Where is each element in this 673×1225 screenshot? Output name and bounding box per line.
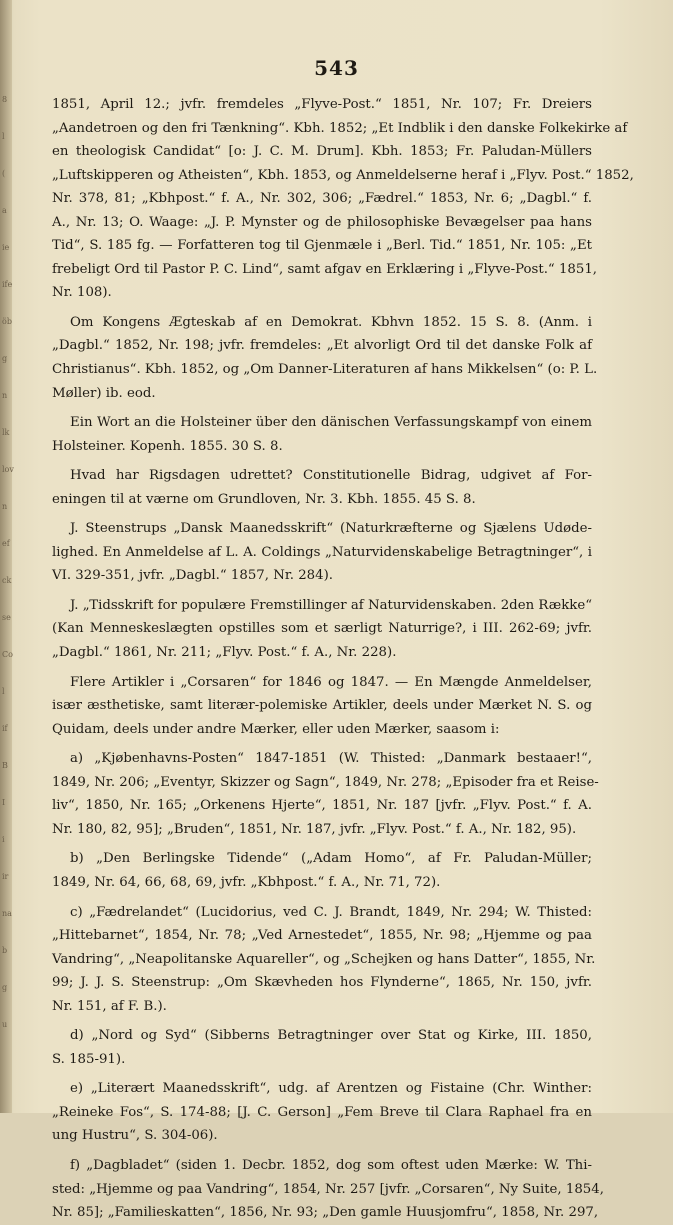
text-line: Nr. 85]; „Familieskatten“, 1856, Nr. 93; „Den gamle Huusjomfru“, 1858, Nr. 297, [52, 1205, 599, 1221]
text-line: VI. 329-351, jvfr. „Dagbl.“ 1857, Nr. 284). [52, 568, 333, 584]
text-line: A., Nr. 13; O. Waage: „J. P. Mynster og de philosophiske Bevægelser paa hans [52, 214, 592, 230]
text-line: Vandring“, „Neapolitanske Aquareller“, og „Schejken og hans Datter“, 1855, Nr. [52, 951, 596, 967]
text-line: Om Kongens Ægteskab af en Demokrat. Kbhvn 1852. 15 S. 8. (Anm. i [70, 314, 592, 330]
text-line: Nr. 180, 82, 95]; „Bruden“, 1851, Nr. 187, jvfr. „Flyv. Post.“ f. A., Nr. 182, 95). [52, 821, 577, 837]
margin-fragment: l [2, 132, 5, 141]
text-line: „Hittebarnet“, 1854, Nr. 78; „Ved Arnestedet“, 1855, Nr. 98; „Hjemme og paa [52, 928, 592, 944]
text-line: „Reineke Fos“, S. 174-88; [J. C. Gerson] „Fem Breve til Clara Raphael fra en [52, 1104, 592, 1120]
margin-fragment: ( [2, 169, 6, 178]
margin-fragment: öb [2, 317, 12, 326]
text-line: 1849, Nr. 206; „Eventyr, Skizzer og Sagn“, 1849, Nr. 278; „Episoder fra et Reise- [52, 774, 599, 790]
margin-fragment: n [2, 502, 8, 511]
margin-fragment: lov [2, 465, 14, 474]
text-line: Møller) ib. eod. [52, 385, 156, 401]
margin-fragment: i [2, 835, 5, 844]
text-line: en theologisk Candidat“ [o: J. C. M. Drum]. Kbh. 1853; Fr. Paludan-Müllers [52, 144, 592, 160]
margin-fragment: na [2, 909, 12, 918]
margin-fragment: g [2, 354, 8, 363]
margin-fragment: Co [2, 650, 13, 659]
body-text [52, 93, 634, 1225]
text-line: Quidam, deels under andre Mærker, eller uden Mærker, saasom i: [52, 721, 500, 737]
text-line: c) „Fædrelandet“ (Lucidorius, ved C. J. Brandt, 1849, Nr. 294; W. Thisted: [70, 904, 592, 920]
text-line: J. Steenstrups „Dansk Maanedsskrift“ (Naturkræfterne og Sjælens Udøde- [70, 521, 592, 537]
paragraph [52, 411, 592, 458]
margin-fragment: lk [2, 428, 10, 437]
text-line: „Aandetroen og den fri Tænkning“. Kbh. 1852; „Et Indblik i den danske Folkekirke af [52, 120, 628, 136]
margin-fragment: ef [2, 539, 10, 548]
paragraph [52, 464, 592, 511]
margin-fragment: ife [2, 280, 13, 289]
paragraph [52, 311, 598, 405]
text-line: S. 185-91). [52, 1051, 126, 1067]
text-line: Christianus“. Kbh. 1852, og „Om Danner-Literaturen af hans Mikkelsen“ (o: P. L. [52, 362, 598, 378]
margin-fragment: 8 [2, 95, 8, 104]
text-line: eningen til at værne om Grundloven, Nr. 3. Kbh. 1855. 45 S. 8. [52, 491, 476, 507]
paragraph [52, 1154, 604, 1225]
text-line: (Kan Menneskeslægten opstilles som et særligt Naturrige?, i III. 262-69; jvfr. [52, 621, 592, 637]
text-line: „Dagbl.“ 1852, Nr. 198; jvfr. fremdeles: „Et alvorligt Ord til det danske Folk af [52, 338, 592, 354]
margin-fragment: l [2, 687, 5, 696]
paragraph [52, 1077, 592, 1148]
margin-fragment: g [2, 983, 8, 992]
margin-fragment: if [2, 724, 8, 733]
paragraph [52, 1024, 592, 1071]
text-line: Nr. 108). [52, 285, 112, 301]
margin-fragment: I [2, 798, 6, 807]
paragraph [52, 517, 592, 588]
margin-fragment: ie [2, 243, 10, 252]
text-line: Nr. 378, 81; „Kbhpost.“ f. A., Nr. 302, 306; „Fædrel.“ 1853, Nr. 6; „Dagbl.“ f. [52, 191, 592, 207]
margin-fragment: u [2, 1020, 8, 1029]
margin-fragment: ck [2, 576, 12, 585]
paragraph [52, 747, 599, 841]
text-line: Nr. 151, af F. B.). [52, 998, 167, 1014]
text-line: 1849, Nr. 64, 66, 68, 69, jvfr. „Kbhpost.“ f. A., Nr. 71, 72). [52, 874, 441, 890]
paragraph [52, 901, 596, 1019]
text-line: Tid“, S. 185 fg. — Forfatteren tog til Gjenmæle i „Berl. Tid.“ 1851, Nr. 105: „Et [52, 238, 592, 254]
paragraph [52, 671, 592, 742]
margin-fragment: B [2, 761, 8, 770]
text-line: b) „Den Berlingske Tidende“ („Adam Homo“, af Fr. Paludan-Müller; [70, 851, 592, 867]
text-line: „Dagbl.“ 1861, Nr. 211; „Flyv. Post.“ f. A., Nr. 228). [52, 645, 397, 661]
text-line: Flere Artikler i „Corsaren“ for 1846 og 1847. — En Mængde Anmeldelser, [70, 674, 592, 690]
text-line: 99; J. J. S. Steenstrup: „Om Skævheden hos Flynderne“, 1865, Nr. 150, jvfr. [52, 975, 592, 991]
page-number: 543 [314, 56, 359, 80]
paragraph [52, 594, 592, 665]
text-line: ung Hustru“, S. 304-06). [52, 1128, 218, 1144]
text-line: Hvad har Rigsdagen udrettet? Constitutionelle Bidrag, udgivet af For- [70, 468, 592, 484]
paragraph [52, 93, 634, 305]
margin-fragment: ir [2, 872, 9, 881]
text-line: f) „Dagbladet“ (siden 1. Decbr. 1852, dog som oftest uden Mærke: W. Thi- [70, 1157, 592, 1173]
text-line: Holsteiner. Kopenh. 1855. 30 S. 8. [52, 438, 283, 454]
margin-fragment: se [2, 613, 11, 622]
text-line: liv“, 1850, Nr. 165; „Orkenens Hjerte“, 1851, Nr. 187 [jvfr. „Flyv. Post.“ f. A. [52, 798, 592, 814]
text-line: a) „Kjøbenhavns-Posten“ 1847-1851 (W. Thisted: „Danmark bestaaer!“, [70, 751, 592, 767]
margin-fragment: n [2, 391, 8, 400]
margin-fragment: b [2, 946, 8, 955]
text-line: Ein Wort an die Holsteiner über den dänischen Verfassungskampf von einem [70, 415, 592, 431]
text-line: lighed. En Anmeldelse af L. A. Coldings „Naturvidenskabelige Betragtninger“, i [52, 544, 592, 560]
margin-fragment: a [2, 206, 7, 215]
text-line: J. „Tidsskrift for populære Fremstillinger af Naturvidenskaben. 2den Række“ [70, 597, 592, 613]
text-line: sted: „Hjemme og paa Vandring“, 1854, Nr. 257 [jvfr. „Corsaren“, Ny Suite, 1854, [52, 1181, 604, 1197]
text-line: 1851, April 12.; jvfr. fremdeles „Flyve-Post.“ 1851, Nr. 107; Fr. Dreiers [52, 97, 592, 112]
text-line: frebeligt Ord til Pastor P. C. Lind“, samt afgav en Erklæring i „Flyve-Post.“ 1851, [52, 261, 598, 277]
paragraph [52, 847, 592, 894]
text-line: „Luftskipperen og Atheisten“, Kbh. 1853, og Anmeldelserne heraf i „Flyv. Post.“ 1852, [52, 167, 634, 183]
text-line: e) „Literært Maanedsskrift“, udg. af Arentzen og Fistaine (Chr. Winther: [70, 1081, 592, 1097]
text-line: d) „Nord og Syd“ (Sibberns Betragtninger over Stat og Kirke, III. 1850, [70, 1028, 592, 1044]
text-line: især æsthetiske, samt literær-polemiske Artikler, deels under Mærket N. S. og [52, 698, 592, 714]
